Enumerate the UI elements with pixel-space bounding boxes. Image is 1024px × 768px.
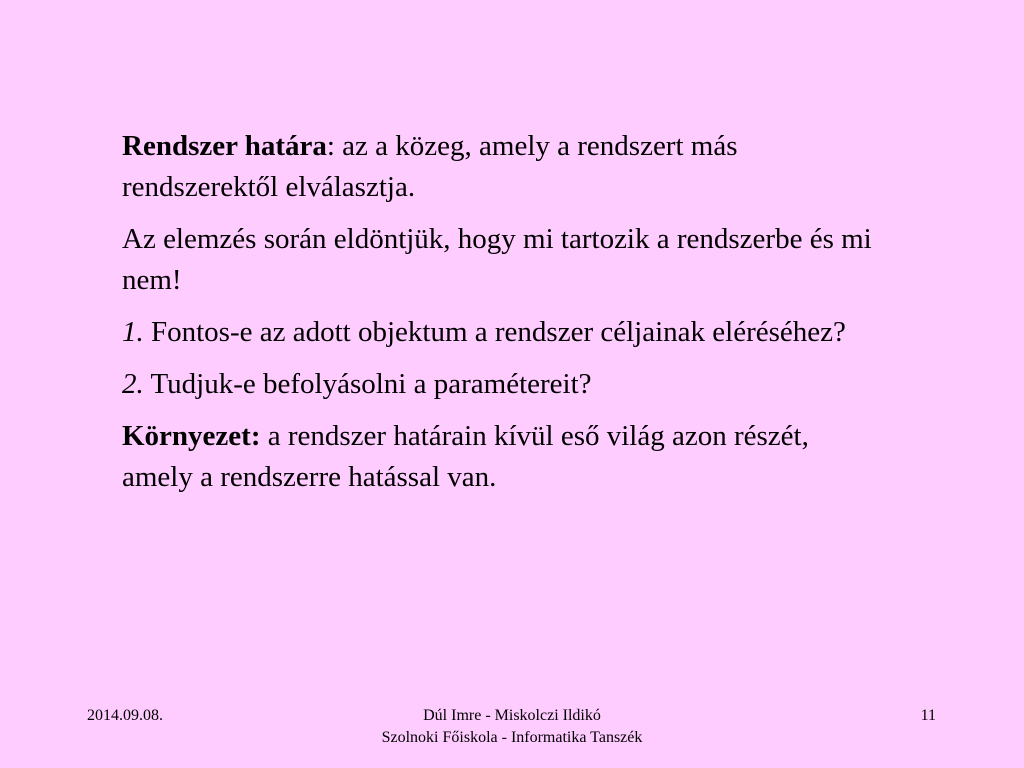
footer-author: Dúl Imre - Miskolczi Ildikó <box>423 707 601 724</box>
term-rendszer-hatara: Rendszer határa <box>122 130 327 162</box>
question-text-1: Fontos-e az adott objektum a rendszer céljainak eléréséhez? <box>143 316 846 348</box>
text-elemzes: Az elemzés során eldöntjük, hogy mi tartozik a rendszerbe és mi nem! <box>122 223 872 296</box>
footer-center <box>362 705 662 749</box>
question-text-2: Tudjuk-e befolyásolni a paramétereit? <box>143 368 592 400</box>
paragraph-kornyezet <box>122 416 882 498</box>
paragraph-rendszer-hatara <box>122 126 882 208</box>
paragraph-question-1 <box>122 312 882 353</box>
question-number-2: 2. <box>122 368 144 400</box>
footer-date: 2014.09.08. <box>87 707 163 724</box>
paragraph-question-2 <box>122 364 882 405</box>
slide-body <box>122 126 882 509</box>
footer-institution: Szolnoki Főiskola - Informatika Tanszék <box>381 729 643 746</box>
paragraph-elemzes <box>122 219 882 301</box>
definition-kornyezet: a rendszer határain kívül eső világ azon részét, amely a rendszerre hatással van. <box>122 420 809 493</box>
footer-page-number: 11 <box>920 707 936 724</box>
definition-rendszer-hatara: : az a közeg, amely a rendszert más rendszerektől elválasztja. <box>122 130 738 203</box>
term-kornyezet: Környezet: <box>122 420 261 452</box>
question-number-1: 1. <box>122 316 144 348</box>
